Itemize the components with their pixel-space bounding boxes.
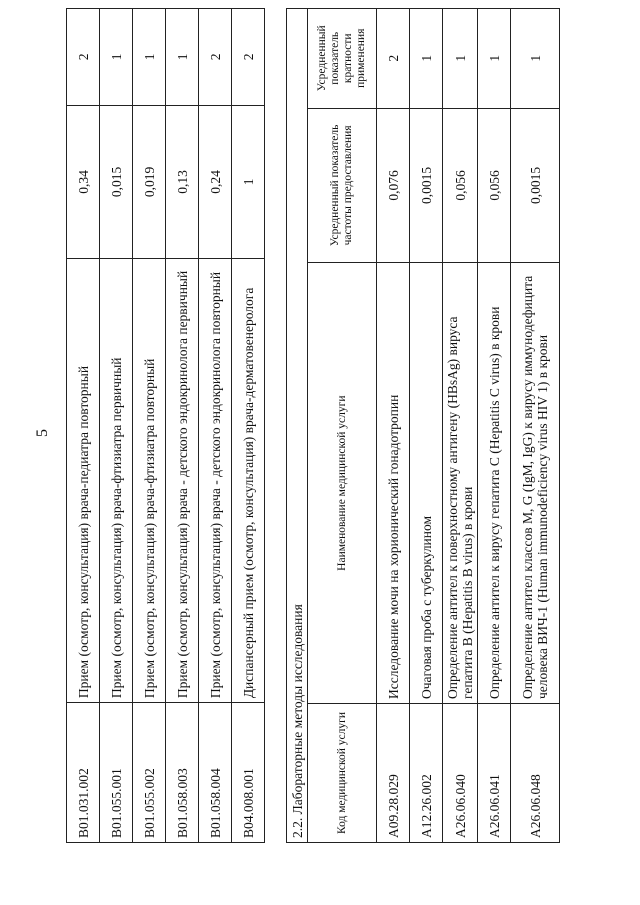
table-row [199, 9, 232, 843]
section-title-row [287, 9, 308, 843]
frequency-value: 0,34 [67, 105, 100, 258]
frequency-value: 0,056 [443, 108, 478, 263]
service-code: B01.058.004 [199, 703, 232, 843]
service-code: B04.008.001 [232, 703, 265, 843]
section-title: 2.2. Лабораторные методы исследования [287, 9, 308, 843]
multiplicity-value: 1 [443, 9, 478, 109]
header-multiplicity: Усредненный показатель кратности применения [308, 9, 377, 109]
frequency-value: 0,0015 [410, 108, 443, 263]
table-row [232, 9, 265, 843]
frequency-value: 0,0015 [511, 108, 560, 263]
table-row [377, 9, 410, 843]
header-code: Код медицинской услуги [308, 704, 377, 843]
table-row [100, 9, 133, 843]
service-name: Определение антител классов M, G (IgM, IgG) к вирусу иммунодефицита человека ВИЧ-1 (Human immunodeficiency virus HIV 1) в крови [511, 263, 560, 704]
consultations-table [66, 8, 265, 843]
service-name: Определение антител к поверхностному антигену (HBsAg) вируса гепатита B (Hepatitis B virus) в крови [443, 263, 478, 704]
service-name: Прием (осмотр, консультация) врача-фтизиатра первичный [100, 258, 133, 702]
service-name: Прием (осмотр, консультация) врача-педиатра повторный [67, 258, 100, 702]
header-name: Наименование медицинской услуги [308, 263, 377, 704]
multiplicity-value: 2 [199, 9, 232, 106]
frequency-value: 0,13 [166, 105, 199, 258]
multiplicity-value: 1 [166, 9, 199, 106]
service-name: Очаговая проба с туберкулином [410, 263, 443, 704]
frequency-value: 0,056 [478, 108, 511, 263]
table-row [133, 9, 166, 843]
service-name: Прием (осмотр, консультация) врача - детского эндокринолога повторный [199, 258, 232, 702]
table-row [410, 9, 443, 843]
frequency-value: 0,076 [377, 108, 410, 263]
service-name: Исследование мочи на хорионический гонадотропин [377, 263, 410, 704]
service-code: A26.06.041 [478, 704, 511, 843]
service-name: Прием (осмотр, консультация) врача-фтизиатра повторный [133, 258, 166, 702]
frequency-value: 0,24 [199, 105, 232, 258]
multiplicity-value: 1 [100, 9, 133, 106]
lab-methods-table [286, 8, 560, 843]
service-code: A26.06.040 [443, 704, 478, 843]
multiplicity-value: 1 [133, 9, 166, 106]
table-row [443, 9, 478, 843]
service-code: B01.031.002 [67, 703, 100, 843]
multiplicity-value: 1 [410, 9, 443, 109]
multiplicity-value: 2 [67, 9, 100, 106]
header-frequency: Усредненный показатель частоты предоставления [308, 108, 377, 263]
frequency-value: 0,019 [133, 105, 166, 258]
service-name: Диспансерный прием (осмотр, консультация) врача-дерматовенеролога [232, 258, 265, 702]
header-row [308, 9, 377, 843]
frequency-value: 0,015 [100, 105, 133, 258]
service-code: B01.055.002 [133, 703, 166, 843]
table-row [166, 9, 199, 843]
table-row [478, 9, 511, 843]
multiplicity-value: 1 [511, 9, 560, 109]
service-name: Прием (осмотр, консультация) врача - детского эндокринолога первичный [166, 258, 199, 702]
frequency-value: 1 [232, 105, 265, 258]
service-name: Определение антител к вирусу гепатита C (Hepatitis C virus) в крови [478, 263, 511, 704]
multiplicity-value: 2 [232, 9, 265, 106]
service-code: A09.28.029 [377, 704, 410, 843]
multiplicity-value: 2 [377, 9, 410, 109]
table-row [67, 9, 100, 843]
page-number: 5 [34, 429, 51, 437]
service-code: A26.06.048 [511, 704, 560, 843]
table-row [511, 9, 560, 843]
service-code: B01.058.003 [166, 703, 199, 843]
service-code: A12.26.002 [410, 704, 443, 843]
service-code: B01.055.001 [100, 703, 133, 843]
multiplicity-value: 1 [478, 9, 511, 109]
